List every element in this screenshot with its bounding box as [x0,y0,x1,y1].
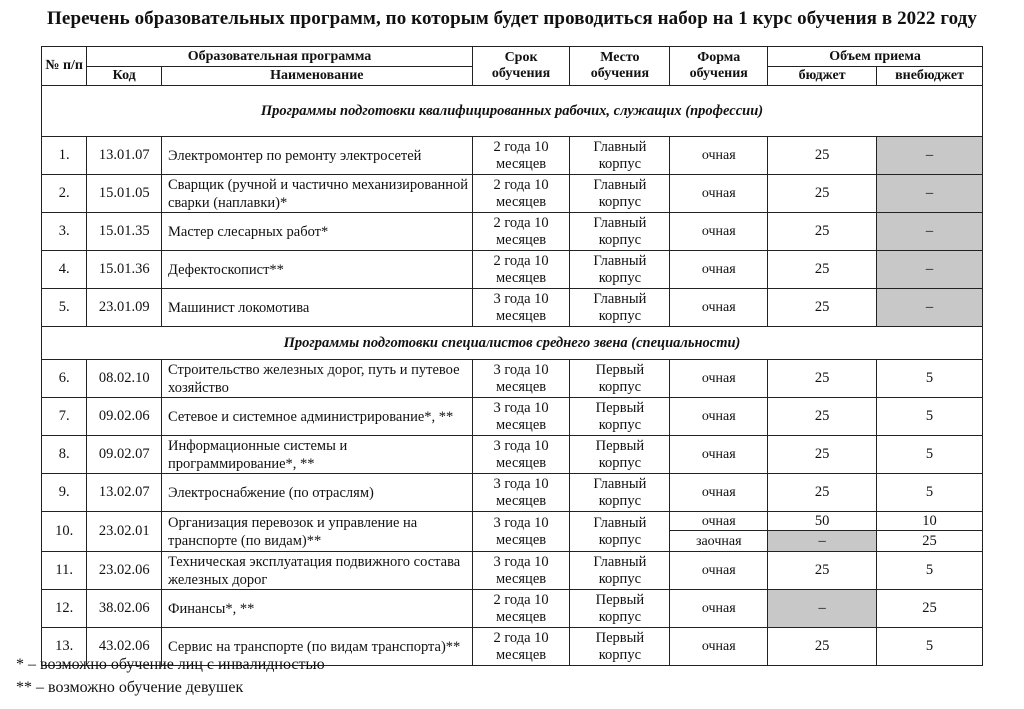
offbudget-seats: 25 [877,590,983,628]
budget-seats: 25 [768,436,877,474]
duration: 3 года 10 месяцев [472,289,570,327]
study-form: очная [670,590,768,628]
offbudget-seats: 5 [877,552,983,590]
duration: 2 года 10 месяцев [472,213,570,251]
program-name: Финансы*, ** [162,590,473,628]
offbudget-seats: 5 [877,474,983,512]
budget-seats: 25 [768,552,877,590]
offbudget-seats: – [877,137,983,175]
program-code: 23.02.01 [87,512,162,552]
table-row [42,398,983,436]
program-name: Дефектоскопист** [162,251,473,289]
budget-seats: 25 [768,628,877,666]
program-name: Информационные системы и программирование*, ** [162,436,473,474]
table-row [42,590,983,628]
study-form: очная [670,398,768,436]
header-code: Код [87,67,162,86]
program-code: 13.02.07 [87,474,162,512]
duration: 2 года 10 месяцев [472,590,570,628]
table-row [42,137,983,175]
row-number: 4. [42,251,87,289]
study-place: Главный корпус [570,175,670,213]
row-number: 2. [42,175,87,213]
budget-seats: 25 [768,137,877,175]
program-name: Электромонтер по ремонту электросетей [162,137,473,175]
program-code: 15.01.36 [87,251,162,289]
offbudget-seats: – [877,251,983,289]
row-number: 13. [42,628,87,666]
budget-seats: 25 [768,251,877,289]
program-code: 23.01.09 [87,289,162,327]
budget-seats: 25 [768,175,877,213]
header-budget: бюджет [768,67,877,86]
budget-seats: 25 [768,474,877,512]
table-row [42,175,983,213]
programs-table [41,46,983,666]
header-place: Место обучения [570,47,670,86]
duration: 3 года 10 месяцев [472,398,570,436]
offbudget-seats: 5 [877,436,983,474]
study-place: Главный корпус [570,251,670,289]
table-row [42,251,983,289]
table-row [42,552,983,590]
duration: 2 года 10 месяцев [472,251,570,289]
header-name: Наименование [162,67,473,86]
row-number: 12. [42,590,87,628]
offbudget-seats: 25 [877,531,983,552]
header-offbudget: внебюджет [877,67,983,86]
study-place: Главный корпус [570,552,670,590]
section-title-professions: Программы подготовки квалифицированных рабочих, служащих (профессии) [42,86,983,137]
header-row-1 [42,47,983,67]
program-name: Машинист локомотива [162,289,473,327]
study-place: Первый корпус [570,628,670,666]
table-row [42,474,983,512]
study-place: Главный корпус [570,137,670,175]
table-row [42,360,983,398]
budget-seats: – [768,531,877,552]
study-place: Главный корпус [570,289,670,327]
table-row [42,512,983,531]
program-name: Электроснабжение (по отраслям) [162,474,473,512]
footnote-disability: * – возможно обучение лиц с инвалидностью [16,656,325,673]
row-number: 10. [42,512,87,552]
study-form: очная [670,436,768,474]
offbudget-seats: – [877,175,983,213]
program-name: Организация перевозок и управление на транспорте (по видам)** [162,512,473,552]
budget-seats: 50 [768,512,877,531]
program-code: 38.02.06 [87,590,162,628]
budget-seats: 25 [768,289,877,327]
program-name: Сварщик (ручной и частично механизированной сварки (наплавки)* [162,175,473,213]
section-row [42,86,983,137]
duration: 3 года 10 месяцев [472,436,570,474]
offbudget-seats: 5 [877,628,983,666]
row-number: 11. [42,552,87,590]
study-form: очная [670,512,768,531]
program-name: Техническая эксплуатация подвижного состава железных дорог [162,552,473,590]
program-code: 13.01.07 [87,137,162,175]
header-volume: Объем приема [768,47,983,67]
program-code: 23.02.06 [87,552,162,590]
study-place: Главный корпус [570,213,670,251]
table-row [42,289,983,327]
program-name: Сервис на транспорте (по видам транспорта)** [162,628,473,666]
duration: 3 года 10 месяцев [472,552,570,590]
offbudget-seats: 5 [877,398,983,436]
study-place: Главный корпус [570,512,670,552]
row-number: 7. [42,398,87,436]
header-num: № п/п [42,47,87,86]
footnote-girls: ** – возможно обучение девушек [16,679,244,696]
study-form: очная [670,360,768,398]
section-row [42,327,983,360]
row-number: 6. [42,360,87,398]
study-place: Первый корпус [570,590,670,628]
program-code: 09.02.06 [87,398,162,436]
study-form: очная [670,289,768,327]
row-number: 3. [42,213,87,251]
study-form: очная [670,251,768,289]
table-row [42,213,983,251]
study-place: Первый корпус [570,398,670,436]
program-code: 09.02.07 [87,436,162,474]
section-professions-body [42,137,983,327]
study-place: Главный корпус [570,474,670,512]
section-title-specialties: Программы подготовки специалистов среднего звена (специальности) [42,327,983,360]
program-name: Строительство железных дорог, путь и путевое хозяйство [162,360,473,398]
offbudget-seats: – [877,213,983,251]
header-program: Образовательная программа [87,47,472,67]
study-place: Первый корпус [570,436,670,474]
row-number: 8. [42,436,87,474]
budget-seats: 25 [768,213,877,251]
row-number: 5. [42,289,87,327]
header-form: Форма обучения [670,47,768,86]
program-name: Мастер слесарных работ* [162,213,473,251]
offbudget-seats: 5 [877,360,983,398]
duration: 2 года 10 месяцев [472,628,570,666]
study-form: очная [670,474,768,512]
offbudget-seats: – [877,289,983,327]
study-form: заочная [670,531,768,552]
duration: 3 года 10 месяцев [472,474,570,512]
study-form: очная [670,628,768,666]
program-name: Сетевое и системное администрирование*, ** [162,398,473,436]
row-number: 9. [42,474,87,512]
offbudget-seats: 10 [877,512,983,531]
program-code: 43.02.06 [87,628,162,666]
study-place: Первый корпус [570,360,670,398]
study-form: очная [670,552,768,590]
section-specialties-body [42,360,983,666]
program-code: 08.02.10 [87,360,162,398]
study-form: очная [670,175,768,213]
budget-seats: 25 [768,398,877,436]
duration: 2 года 10 месяцев [472,137,570,175]
header-duration: Срок обучения [472,47,570,86]
budget-seats: 25 [768,360,877,398]
page-title: Перечень образовательных программ, по которым будет проводиться набор на 1 курс обучения в 2022 году [47,8,977,29]
row-number: 1. [42,137,87,175]
duration: 2 года 10 месяцев [472,175,570,213]
duration: 3 года 10 месяцев [472,360,570,398]
table-row [42,436,983,474]
study-form: очная [670,137,768,175]
study-form: очная [670,213,768,251]
budget-seats: – [768,590,877,628]
program-code: 15.01.05 [87,175,162,213]
program-code: 15.01.35 [87,213,162,251]
duration: 3 года 10 месяцев [472,512,570,552]
